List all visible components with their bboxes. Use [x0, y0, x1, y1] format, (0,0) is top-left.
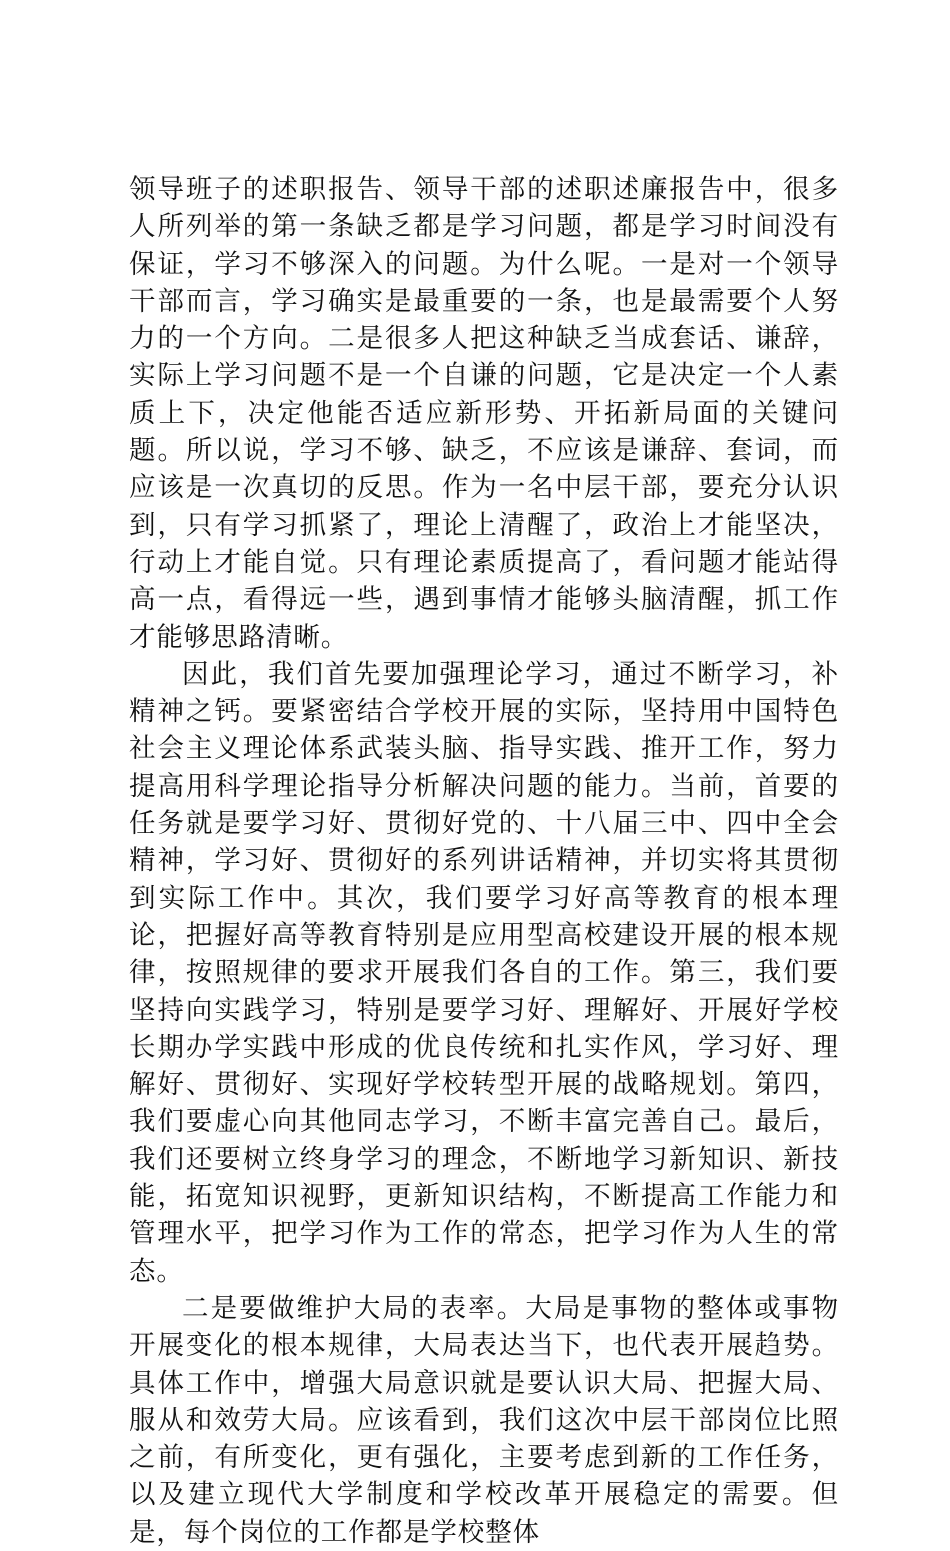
paragraph-3: 二是要做维护大局的表率。大局是事物的整体或事物开展变化的根本规律，大局表达当下，也代表开展趋势。具体工作中，增强大局意识就是要认识大局、把握大局、服从和效劳大局。应该看到，我们这次中层干部岗位比照之前，有所变化，更有强化，主要考虑到新的工作任务，以及建立现代大学制度和学校改革开展稳定的需要。但是，每个岗位的工作都是学校整体	[129, 1292, 839, 1548]
paragraph-2: 因此，我们首先要加强理论学习，通过不断学习，补精神之钙。要紧密结合学校开展的实际，坚持用中国特色社会主义理论体系武装头脑、指导实践、推开工作，努力提高用科学理论指导分析解决问题的能力。当前，首要的任务就是要学习好、贯彻好党的、十八届三中、四中全会精神，学习好、贯彻好的系列讲话精神，并切实将其贯彻到实际工作中。其次，我们要学习好高等教育的根本理论，把握好高等教育特别是应用型高校建设开展的根本规律，按照规律的要求开展我们各自的工作。第三，我们要坚持向实践学习，特别是要学习好、理解好、开展好学校长期办学实践中形成的优良传统和扎实作风，学习好、理解好、贯彻好、实现好学校转型开展的战略规划。第四，我们要虚心向其他同志学习，不断丰富完善自己。最后，我们还要树立终身学习的理念，不断地学习新知识、新技能，拓宽知识视野，更新知识结构，不断提高工作能力和管理水平，把学习作为工作的常态，把学习作为人生的常态。	[129, 658, 839, 1287]
paragraph-1: 领导班子的述职报告、领导干部的述职述廉报告中，很多人所列举的第一条缺乏都是学习问题，都是学习时间没有保证，学习不够深入的问题。为什么呢。一是对一个领导干部而言，学习确实是最重要的一条，也是最需要个人努力的一个方向。二是很多人把这种缺乏当成套话、谦辞，实际上学习问题不是一个自谦的问题，它是决定一个人素质上下，决定他能否适应新形势、开拓新局面的关键问题。所以说，学习不够、缺乏，不应该是谦辞、套词，而应该是一次真切的反思。作为一名中层干部，要充分认识到，只有学习抓紧了，理论上清醒了，政治上才能坚决，行动上才能自觉。只有理论素质提高了，看问题才能站得高一点，看得远一些，遇到事情才能够头脑清醒，抓工作才能够思路清晰。	[129, 174, 839, 653]
